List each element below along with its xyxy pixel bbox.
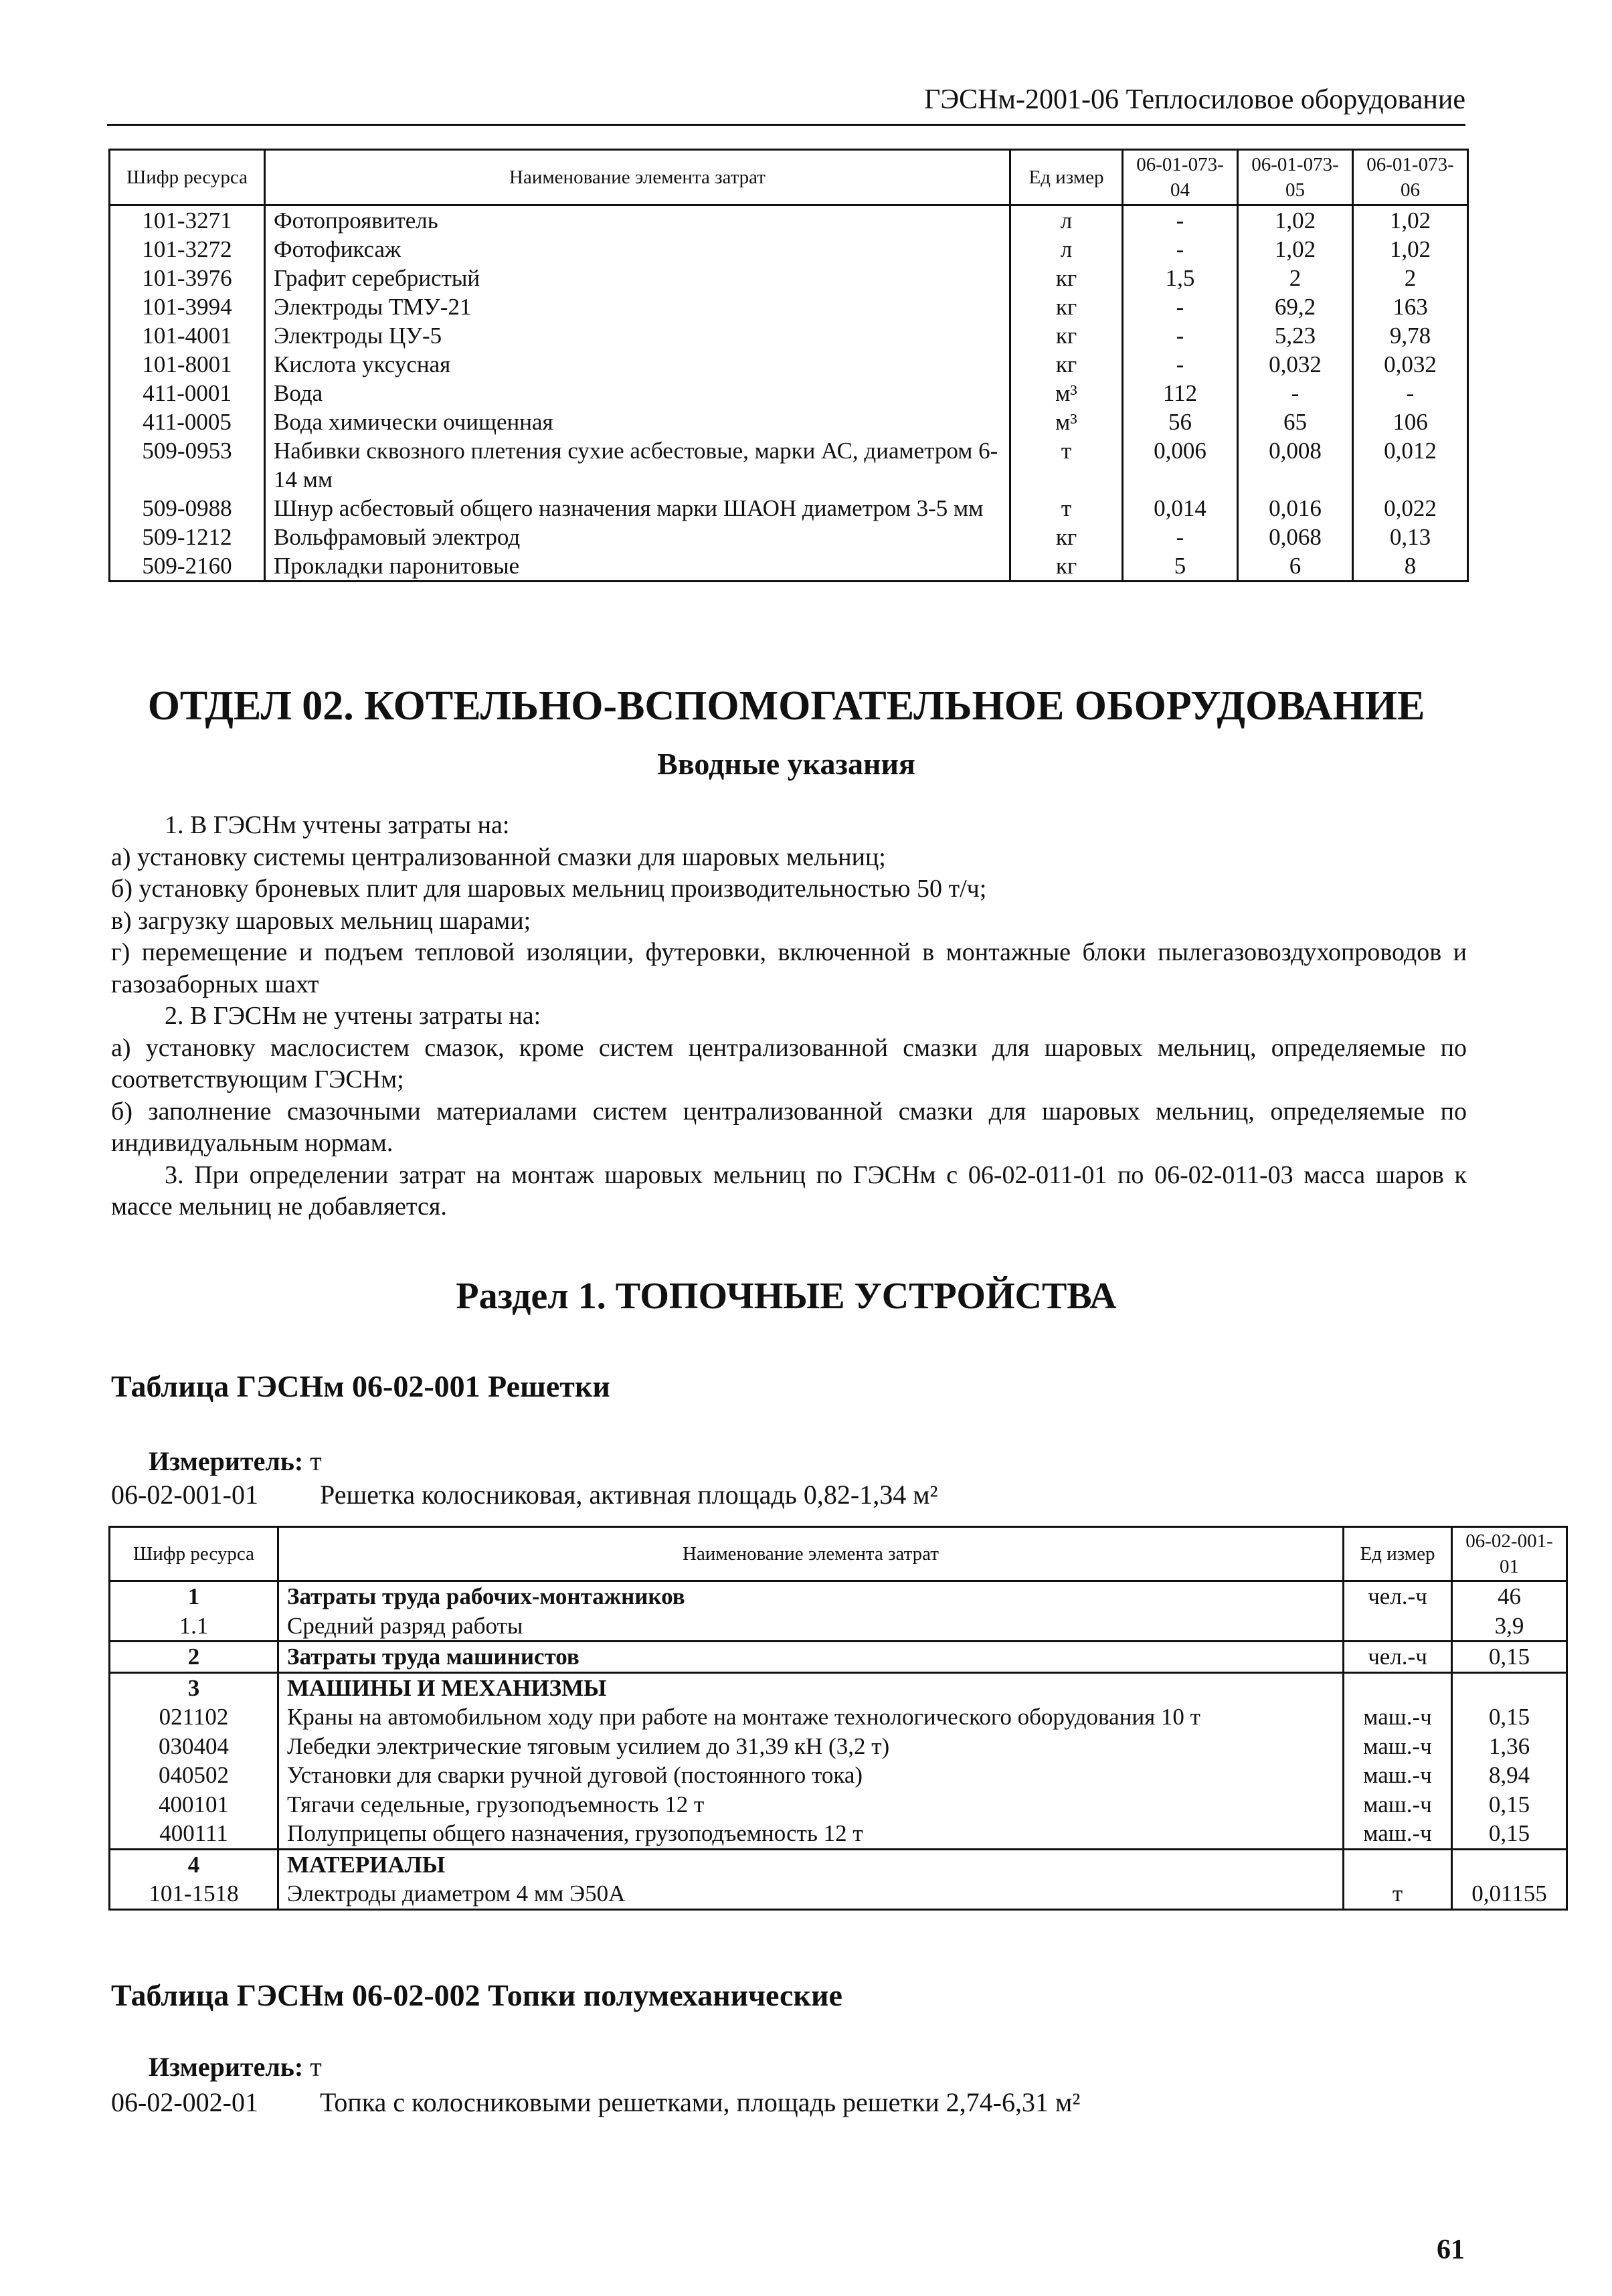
table-cell: 1: [110, 1581, 278, 1611]
table-cell: 2: [1353, 264, 1468, 292]
table-cell: 0,15: [1452, 1790, 1567, 1820]
table-row: [110, 1819, 1567, 1849]
table-row: [110, 1581, 1567, 1611]
table-cell: Шнур асбестовый общего назначения марки ШАОН диаметром 3-5 мм: [265, 494, 1010, 523]
intro-paragraph: 1. В ГЭСНм учтены затраты на:: [165, 811, 510, 839]
table-cell: 0,014: [1123, 494, 1238, 523]
table-cell: 101-3976: [110, 264, 265, 292]
table-cell: Кислота уксусная: [265, 350, 1010, 379]
measure-line: [149, 2051, 322, 2083]
table-cell: -: [1123, 321, 1238, 350]
table-cell: 106: [1353, 408, 1468, 436]
table-row: [110, 1642, 1567, 1673]
norm-description: Топка с колосниковыми решетками, площадь решетки 2,74-6,31 м²: [320, 2087, 1081, 2117]
table-cell: 101-1518: [110, 1879, 278, 1909]
table-cell: 4: [110, 1849, 278, 1879]
table-cell: 1,02: [1353, 205, 1468, 236]
table-cell: л: [1010, 235, 1123, 264]
table-cell: маш.-ч: [1344, 1761, 1452, 1790]
table-cell: кг: [1010, 292, 1123, 321]
table-cell: Установки для сварки ручной дуговой (постоянного тока): [278, 1761, 1344, 1790]
table-title: Таблица ГЭСНм 06-02-001 Решетки: [111, 1369, 610, 1403]
table-cell: -: [1238, 379, 1353, 408]
resource-table-06-01-073: [108, 149, 1469, 582]
table-cell: 163: [1353, 292, 1468, 321]
resource-table-06-02-001: [108, 1526, 1568, 1911]
table-cell: Тягачи седельные, грузоподъемность 12 т: [278, 1790, 1344, 1820]
measure-line: [149, 1445, 322, 1477]
table-cell: 0,012: [1353, 436, 1468, 494]
table-cell: Полуприцепы общего назначения, грузоподъемность 12 т: [278, 1819, 1344, 1849]
header-rule: [107, 124, 1465, 126]
table-cell: кг: [1010, 523, 1123, 551]
table-cell: 0,01155: [1452, 1879, 1567, 1909]
table-cell: кг: [1010, 350, 1123, 379]
table-cell: чел.-ч: [1344, 1642, 1452, 1673]
table-cell: 0,022: [1353, 494, 1468, 523]
measure-label: Измеритель:: [149, 1446, 304, 1476]
table-row: [110, 1611, 1567, 1642]
table-cell: маш.-ч: [1344, 1819, 1452, 1849]
column-header: 06-01-073-04: [1123, 150, 1238, 205]
table-cell: 030404: [110, 1732, 278, 1761]
column-header: Шифр ресурса: [110, 150, 265, 205]
table-cell: 1,36: [1452, 1732, 1567, 1761]
table-cell: [1452, 1849, 1567, 1879]
table-cell: 0,15: [1452, 1642, 1567, 1673]
table-cell: 021102: [110, 1702, 278, 1732]
table-row: [110, 523, 1468, 551]
table-cell: МАШИНЫ И МЕХАНИЗМЫ: [278, 1672, 1344, 1702]
table-cell: Фотофиксаж: [265, 235, 1010, 264]
table-cell: 101-3272: [110, 235, 265, 264]
intro-paragraph: а) установку маслосистем смазок, кроме систем централизованной смазки для шаровых мельниц, определяемые по соответствующим ГЭСНм;: [111, 1033, 1467, 1093]
table-cell: маш.-ч: [1344, 1702, 1452, 1732]
table-cell: Вода химически очищенная: [265, 408, 1010, 436]
table-cell: 101-3271: [110, 205, 265, 236]
table-cell: 56: [1123, 408, 1238, 436]
column-header: Ед измер: [1010, 150, 1123, 205]
table-row: [110, 494, 1468, 523]
table-cell: м³: [1010, 408, 1123, 436]
table-row: [110, 264, 1468, 292]
table-cell: Электроды диаметром 4 мм Э50А: [278, 1879, 1344, 1909]
intro-paragraph: 3. При определении затрат на монтаж шаровых мельниц по ГЭСНм с 06-02-011-01 по 06-02-011-03 масса шаров к массе мельниц не добавляется.: [111, 1160, 1467, 1221]
table-cell: 2: [110, 1642, 278, 1673]
intro-paragraph: в) загрузку шаровых мельниц шарами;: [111, 906, 531, 935]
table-cell: [1344, 1849, 1452, 1879]
table-cell: [1344, 1611, 1452, 1642]
table-cell: Электроды ЦУ-5: [265, 321, 1010, 350]
table-cell: Затраты труда рабочих-монтажников: [278, 1581, 1344, 1611]
table-cell: 1,5: [1123, 264, 1238, 292]
table-cell: л: [1010, 205, 1123, 236]
table-cell: 509-0953: [110, 436, 265, 494]
table-cell: [1452, 1672, 1567, 1702]
norm-description: Решетка колосниковая, активная площадь 0,82-1,34 м²: [320, 1480, 938, 1510]
column-header: 06-01-073-06: [1353, 150, 1468, 205]
norm-code: 06-02-002-01: [111, 2087, 258, 2117]
section-title: ОТДЕЛ 02. КОТЕЛЬНО-ВСПОМОГАТЕЛЬНОЕ ОБОРУДОВАНИЕ: [147, 683, 1425, 729]
table-row: [110, 292, 1468, 321]
table-cell: 0,15: [1452, 1702, 1567, 1732]
table-cell: -: [1123, 235, 1238, 264]
table-cell: 1,02: [1353, 235, 1468, 264]
table-cell: 69,2: [1238, 292, 1353, 321]
page-number: 61: [1437, 2234, 1465, 2265]
intro-paragraph: а) установку системы централизованной смазки для шаровых мельниц;: [111, 843, 886, 871]
table-cell: Прокладки паронитовые: [265, 551, 1010, 582]
table-cell: 0,016: [1238, 494, 1353, 523]
table-cell: 9,78: [1353, 321, 1468, 350]
column-header: Ед измер: [1344, 1527, 1452, 1581]
table-cell: -: [1123, 292, 1238, 321]
table-cell: т: [1010, 436, 1123, 494]
table-row: [110, 321, 1468, 350]
norm-code-line: [111, 2087, 1080, 2118]
table-cell: Вольфрамовый электрод: [265, 523, 1010, 551]
table-cell: чел.-ч: [1344, 1581, 1452, 1611]
table-row: [110, 1849, 1567, 1879]
table-row: [110, 551, 1468, 582]
table-cell: 112: [1123, 379, 1238, 408]
intro-text: [111, 810, 1467, 1223]
table-cell: 509-1212: [110, 523, 265, 551]
table-row: [110, 235, 1468, 264]
table-header-row: [110, 1527, 1567, 1581]
table-cell: 3,9: [1452, 1611, 1567, 1642]
table-cell: 101-4001: [110, 321, 265, 350]
table-cell: 8,94: [1452, 1761, 1567, 1790]
table-cell: 1,02: [1238, 205, 1353, 236]
table-cell: МАТЕРИАЛЫ: [278, 1849, 1344, 1879]
table-cell: -: [1123, 350, 1238, 379]
table-cell: 3: [110, 1672, 278, 1702]
table-cell: 101-8001: [110, 350, 265, 379]
table-cell: 1,02: [1238, 235, 1353, 264]
table-row: [110, 436, 1468, 494]
column-header: 06-01-073-05: [1238, 150, 1353, 205]
intro-paragraph: 2. В ГЭСНм не учтены затраты на:: [165, 1002, 541, 1030]
table-cell: 101-3994: [110, 292, 265, 321]
table-cell: Графит серебристый: [265, 264, 1010, 292]
table-cell: 6: [1238, 551, 1353, 582]
table-row: [110, 1790, 1567, 1820]
column-header: Наименование элемента затрат: [278, 1527, 1344, 1581]
table-cell: Вода: [265, 379, 1010, 408]
table-cell: Электроды ТМУ-21: [265, 292, 1010, 321]
table-row: [110, 1702, 1567, 1732]
table-cell: кг: [1010, 551, 1123, 582]
razdel-title: Раздел 1. ТОПОЧНЫЕ УСТРОЙСТВА: [456, 1275, 1117, 1317]
table-cell: Фотопроявитель: [265, 205, 1010, 236]
table-cell: 0,032: [1238, 350, 1353, 379]
table-cell: м³: [1010, 379, 1123, 408]
table-cell: 46: [1452, 1581, 1567, 1611]
table-cell: 040502: [110, 1761, 278, 1790]
table-cell: 1.1: [110, 1611, 278, 1642]
table-cell: 0,006: [1123, 436, 1238, 494]
table-cell: 0,068: [1238, 523, 1353, 551]
column-header: Наименование элемента затрат: [265, 150, 1010, 205]
column-header: 06-02-001-01: [1452, 1527, 1567, 1581]
table-title: Таблица ГЭСНм 06-02-002 Топки полумеханические: [111, 1978, 842, 2012]
table-cell: кг: [1010, 321, 1123, 350]
measure-unit: т: [310, 1446, 322, 1476]
table-cell: 8: [1353, 551, 1468, 582]
intro-paragraph: б) заполнение смазочными материалами систем централизованной смазки для шаровых мельниц, определяемые по индивидуальным нормам.: [111, 1097, 1467, 1157]
measure-unit: т: [310, 2052, 322, 2082]
table-cell: 400111: [110, 1819, 278, 1849]
table-cell: -: [1123, 523, 1238, 551]
table-cell: [1344, 1672, 1452, 1702]
table-cell: 411-0001: [110, 379, 265, 408]
table-row: [110, 379, 1468, 408]
table-cell: Лебедки электрические тяговым усилием до 31,39 кН (3,2 т): [278, 1732, 1344, 1761]
norm-code-line: [111, 1479, 938, 1510]
intro-title: Вводные указания: [657, 747, 915, 781]
table-cell: 509-2160: [110, 551, 265, 582]
table-cell: -: [1123, 205, 1238, 236]
norm-code: 06-02-001-01: [111, 1480, 258, 1510]
table-cell: Набивки сквозного плетения сухие асбестовые, марки АС, диаметром 6-14 мм: [265, 436, 1010, 494]
table-header-row: [110, 150, 1468, 205]
table-cell: 400101: [110, 1790, 278, 1820]
table-cell: 5,23: [1238, 321, 1353, 350]
table-cell: 0,15: [1452, 1819, 1567, 1849]
table-cell: 509-0988: [110, 494, 265, 523]
measure-label: Измеритель:: [149, 2052, 304, 2082]
table-cell: Средний разряд работы: [278, 1611, 1344, 1642]
table-cell: 0,032: [1353, 350, 1468, 379]
table-cell: т: [1344, 1879, 1452, 1909]
table-row: [110, 1761, 1567, 1790]
table-row: [110, 1732, 1567, 1761]
table-cell: 0,008: [1238, 436, 1353, 494]
table-cell: Затраты труда машинистов: [278, 1642, 1344, 1673]
column-header: Шифр ресурса: [110, 1527, 278, 1581]
table-cell: 5: [1123, 551, 1238, 582]
table-cell: 0,13: [1353, 523, 1468, 551]
table-cell: 65: [1238, 408, 1353, 436]
table-cell: Краны на автомобильном ходу при работе на монтаже технологического оборудования 10 т: [278, 1702, 1344, 1732]
table-row: [110, 408, 1468, 436]
table-cell: 411-0005: [110, 408, 265, 436]
table-cell: -: [1353, 379, 1468, 408]
table-row: [110, 205, 1468, 236]
table-cell: т: [1010, 494, 1123, 523]
intro-paragraph: б) установку броневых плит для шаровых мельниц производительностью 50 т/ч;: [111, 875, 987, 903]
table-row: [110, 350, 1468, 379]
intro-paragraph: г) перемещение и подъем тепловой изоляции, футеровки, включенной в монтажные блоки пылегазовоздухопроводов и газозаборных шахт: [111, 938, 1467, 998]
table-cell: маш.-ч: [1344, 1790, 1452, 1820]
table-row: [110, 1879, 1567, 1909]
table-cell: кг: [1010, 264, 1123, 292]
table-row: [110, 1672, 1567, 1702]
table-cell: 2: [1238, 264, 1353, 292]
table-cell: маш.-ч: [1344, 1732, 1452, 1761]
page-header: ГЭСНм-2001-06 Теплосиловое оборудование: [924, 84, 1465, 115]
